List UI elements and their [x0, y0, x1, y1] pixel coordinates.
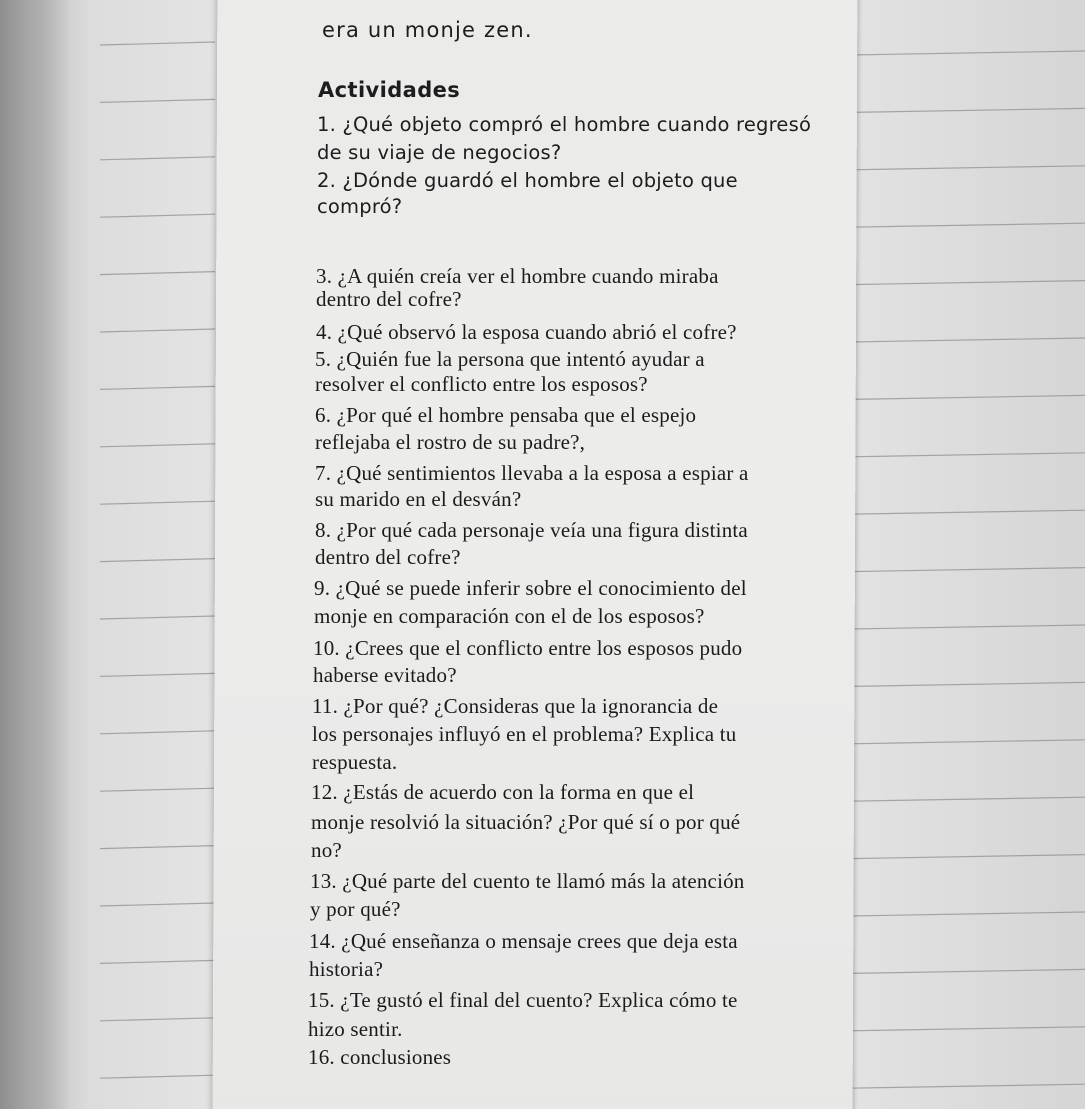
- notebook-rule-line: [100, 329, 215, 332]
- question-2-line-2: compró?: [317, 195, 403, 218]
- notebook-rule-line: [850, 223, 1085, 227]
- question-12-line-3: no?: [311, 838, 342, 862]
- question-3-line-1: 3. ¿A quién creía ver el hombre cuando miraba: [316, 264, 719, 288]
- intro-line: era un monje zen.: [322, 18, 533, 42]
- question-2-line-1: 2. ¿Dónde guardó el hombre el objeto que: [317, 169, 738, 192]
- notebook-rule-line: [850, 1027, 1085, 1031]
- question-8-line-2: dentro del cofre?: [315, 545, 461, 569]
- question-9-line-2: monje en comparación con el de los esposos?: [314, 604, 705, 628]
- notebook-rule-line: [100, 444, 215, 447]
- question-14-line-1: 14. ¿Qué enseñanza o mensaje crees que deja esta: [309, 929, 738, 953]
- notebook-rule-line: [100, 846, 215, 849]
- notebook-rule-line: [100, 1075, 215, 1078]
- question-11-line-2: los personajes influyó en el problema? Explica tu: [312, 722, 737, 746]
- notebook-rule-line: [850, 166, 1085, 170]
- notebook-edge-shadow: [0, 0, 70, 1109]
- notebook-rule-line: [100, 559, 215, 562]
- question-10-line-1: 10. ¿Crees que el conflicto entre los esposos pudo: [313, 636, 743, 660]
- notebook-ruled-lines-right: [850, 0, 1085, 1109]
- question-7-line-1: 7. ¿Qué sentimientos llevaba a la esposa a espiar a: [315, 461, 749, 485]
- question-1-line-1: 1. ¿Qué objeto compró el hombre cuando regresó: [317, 113, 812, 136]
- notebook-rule-line: [100, 386, 215, 389]
- question-1-line-2: de su viaje de negocios?: [317, 141, 562, 164]
- question-5-line-2: resolver el conflicto entre los esposos?: [315, 372, 648, 396]
- notebook-rule-line: [100, 960, 215, 963]
- notebook-rule-line: [850, 568, 1085, 572]
- notebook-rule-line: [100, 42, 215, 45]
- question-15-line-2: hizo sentir.: [308, 1017, 403, 1041]
- question-12-line-1: 12. ¿Estás de acuerdo con la forma en que el: [311, 780, 695, 804]
- question-12-line-2: monje resolvió la situación? ¿Por qué sí o por qué: [311, 810, 741, 834]
- question-13-line-2: y por qué?: [310, 897, 401, 921]
- activities-heading: Actividades: [318, 78, 461, 102]
- question-16-line-1: 16. conclusiones: [308, 1045, 452, 1069]
- question-5-line-1: 5. ¿Quién fue la persona que intentó ayudar a: [315, 347, 705, 371]
- question-6-line-2: reflejaba el rostro de su padre?,: [315, 430, 586, 454]
- notebook-rule-line: [100, 788, 215, 791]
- notebook-rule-line: [100, 1018, 215, 1021]
- notebook-rule-line: [850, 510, 1085, 514]
- question-15-line-1: 15. ¿Te gustó el final del cuento? Explica cómo te: [308, 988, 738, 1012]
- question-11-line-1: 11. ¿Por qué? ¿Consideras que la ignorancia de: [312, 694, 719, 718]
- notebook-rule-line: [100, 157, 215, 160]
- notebook-rule-line: [100, 272, 215, 275]
- notebook-rule-line: [850, 108, 1085, 112]
- question-10-line-2: haberse evitado?: [313, 663, 457, 687]
- notebook-rule-line: [850, 912, 1085, 916]
- notebook-rule-line: [850, 625, 1085, 629]
- notebook-rule-line: [100, 99, 215, 102]
- question-4-line-1: 4. ¿Qué observó la esposa cuando abrió el cofre?: [316, 320, 737, 344]
- question-8-line-1: 8. ¿Por qué cada personaje veía una figura distinta: [315, 518, 748, 542]
- question-13-line-1: 13. ¿Qué parte del cuento te llamó más la atención: [310, 869, 745, 893]
- question-9-line-1: 9. ¿Qué se puede inferir sobre el conocimiento del: [314, 576, 747, 600]
- notebook-rule-line: [100, 731, 215, 734]
- notebook-rule-line: [850, 740, 1085, 744]
- notebook-rule-line: [850, 797, 1085, 801]
- notebook-rule-line: [100, 616, 215, 619]
- question-7-line-2: su marido en el desván?: [315, 487, 522, 511]
- notebook-rule-line: [850, 453, 1085, 457]
- notebook-rule-line: [850, 682, 1085, 686]
- notebook-rule-line: [850, 1084, 1085, 1088]
- question-3-line-2: dentro del cofre?: [316, 287, 462, 311]
- question-6-line-1: 6. ¿Por qué el hombre pensaba que el espejo: [315, 403, 697, 427]
- notebook-rule-line: [100, 903, 215, 906]
- notebook-ruled-lines-left: [90, 0, 220, 1109]
- notebook-rule-line: [850, 969, 1085, 973]
- notebook-rule-line: [850, 281, 1085, 285]
- question-14-line-2: historia?: [309, 957, 384, 981]
- notebook-rule-line: [850, 395, 1085, 399]
- notebook-rule-line: [850, 51, 1085, 55]
- notebook-rule-line: [100, 214, 215, 217]
- question-11-line-3: respuesta.: [312, 750, 398, 774]
- notebook-rule-line: [100, 673, 215, 676]
- notebook-rule-line: [100, 501, 215, 504]
- notebook-rule-line: [850, 338, 1085, 342]
- notebook-rule-line: [850, 855, 1085, 859]
